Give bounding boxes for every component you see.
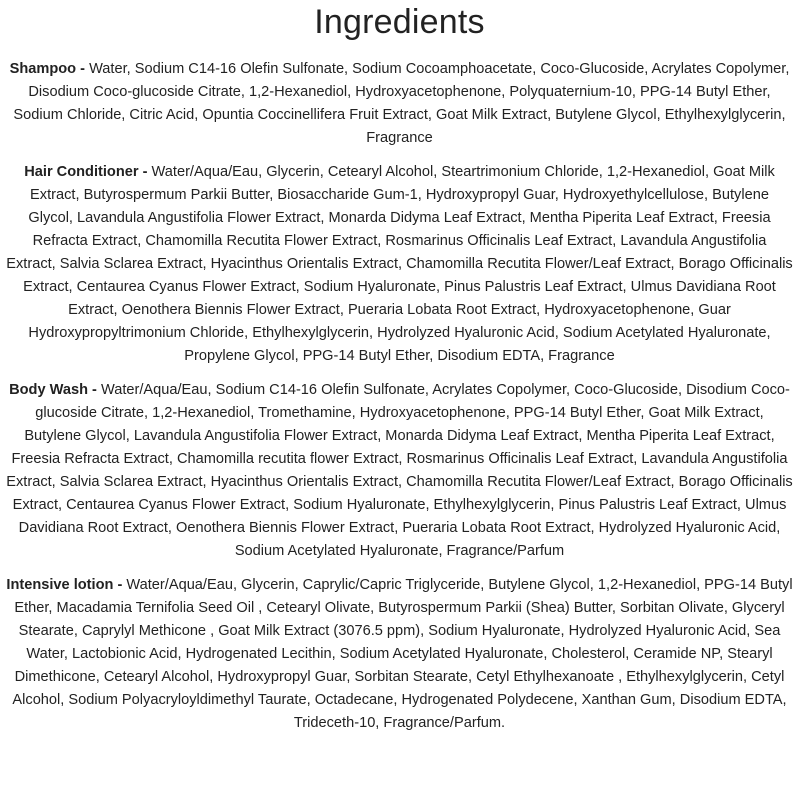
- intensive-lotion-ingredients: [6, 574, 793, 735]
- shampoo-label: Shampoo -: [9, 61, 86, 77]
- intensive-lotion-label: Intensive lotion -: [6, 577, 123, 593]
- hair-conditioner-ingredient-list: Water/Aqua/Eau, Glycerin, Cetearyl Alcohol, Steartrimonium Chloride, 1,2-Hexanediol, Goat Milk Extract, Butyrospermum Parkii Butter, Biosaccharide Gum-1, Hydroxypropyl Guar, Hydroxyethylcellulose, Butylene Glycol, Lavandula Angustifolia Flower Extract, Monarda Didyma Leaf Extract, Mentha Piperita Leaf Extract, Freesia Refracta Extract, Chamomilla Recutita Flower Extract, Rosmarinus Officinalis Leaf Extract, Lavandula Angustifolia Extract, Salvia Sclarea Extract, Hyacinthus Orientalis Extract, Chamomilla Recutita Flower/Leaf Extract, Borago Officinalis Extract, Centaurea Cyanus Flower Extract, Sodium Hyaluronate, Pinus Palustris Leaf Extract, Ulmus Davidiana Root Extract, Oenothera Biennis Flower Extract, Pueraria Lobata Root Extract, Hydroxyacetophenone, Guar Hydroxypropyltrimonium Chloride, Ethylhexylglycerin, Hydrolyzed Hyaluronic Acid, Sodium Acetylated Hyaluronate, Propylene Glycol, PPG-14 Butyl Ether, Disodium EDTA, Fragrance: [6, 164, 793, 364]
- hair-conditioner-label: Hair Conditioner -: [24, 164, 148, 180]
- shampoo-ingredients: [6, 58, 793, 150]
- intensive-lotion-ingredient-list: Water/Aqua/Eau, Glycerin, Caprylic/Capric Triglyceride, Butylene Glycol, 1,2-Hexanediol, PPG-14 Butyl Ether, Macadamia Ternifolia Seed Oil , Cetearyl Olivate, Butyrospermum Parkii (Shea) Butter, Sorbitan Olivate, Glyceryl Stearate, Caprylyl Methicone , Goat Milk Extract (3076.5 ppm), Sodium Hyaluronate, Hydrolyzed Hyaluronic Acid, Sea Water, Lactobionic Acid, Hydrogenated Lecithin, Sodium Acetylated Hyaluronate, Cholesterol, Ceramide NP, Stearyl Dimethicone, Cetearyl Alcohol, Hydroxypropyl Guar, Sorbitan Stearate, Cetyl Ethylhexanoate , Ethylhexylglycerin, Cetyl Alcohol, Sodium Polyacryloyldimethyl Taurate, Octadecane, Hydrogenated Polydecene, Xanthan Gum, Disodium EDTA, Trideceth-10, Fragrance/Parfum.: [12, 577, 793, 731]
- page-title: Ingredients: [314, 3, 485, 41]
- shampoo-ingredient-list: Water, Sodium C14-16 Olefin Sulfonate, Sodium Cocoamphoacetate, Coco-Glucoside, Acrylates Copolymer, Disodium Coco-glucoside Citrate, 1,2-Hexanediol, Hydroxyacetophenone, Polyquaternium-10, PPG-14 Butyl Ether, Sodium Chloride, Citric Acid, Opuntia Coccinellifera Fruit Extract, Goat Milk Extract, Butylene Glycol, Ethylhexylglycerin, Fragrance: [13, 61, 790, 146]
- hair-conditioner-ingredients: [6, 161, 793, 368]
- body-wash-label: Body Wash -: [9, 382, 97, 398]
- body-wash-ingredient-list: Water/Aqua/Eau, Sodium C14-16 Olefin Sulfonate, Acrylates Copolymer, Coco-Glucoside, Disodium Coco-glucoside Citrate, 1,2-Hexanediol, Tromethamine, Hydroxyacetophenone, PPG-14 Butyl Ether, Goat Milk Extract, Butylene Glycol, Lavandula Angustifolia Flower Extract, Monarda Didyma Leaf Extract, Mentha Piperita Leaf Extract, Freesia Refracta Extract, Chamomilla recutita flower Extract, Rosmarinus Officinalis Leaf Extract, Lavandula Angustifolia Extract, Salvia Sclarea Extract, Hyacinthus Orientalis Extract, Chamomilla Recutita Flower/Leaf Extract, Borago Officinalis Extract, Centaurea Cyanus Flower Extract, Sodium Hyaluronate, Ethylhexylglycerin, Pinus Palustris Leaf Extract, Ulmus Davidiana Root Extract, Oenothera Biennis Flower Extract, Pueraria Lobata Root Extract, Hydrolyzed Hyaluronic Acid, Sodium Acetylated Hyaluronate, Fragrance/Parfum: [6, 382, 793, 559]
- body-wash-ingredients: [6, 379, 793, 563]
